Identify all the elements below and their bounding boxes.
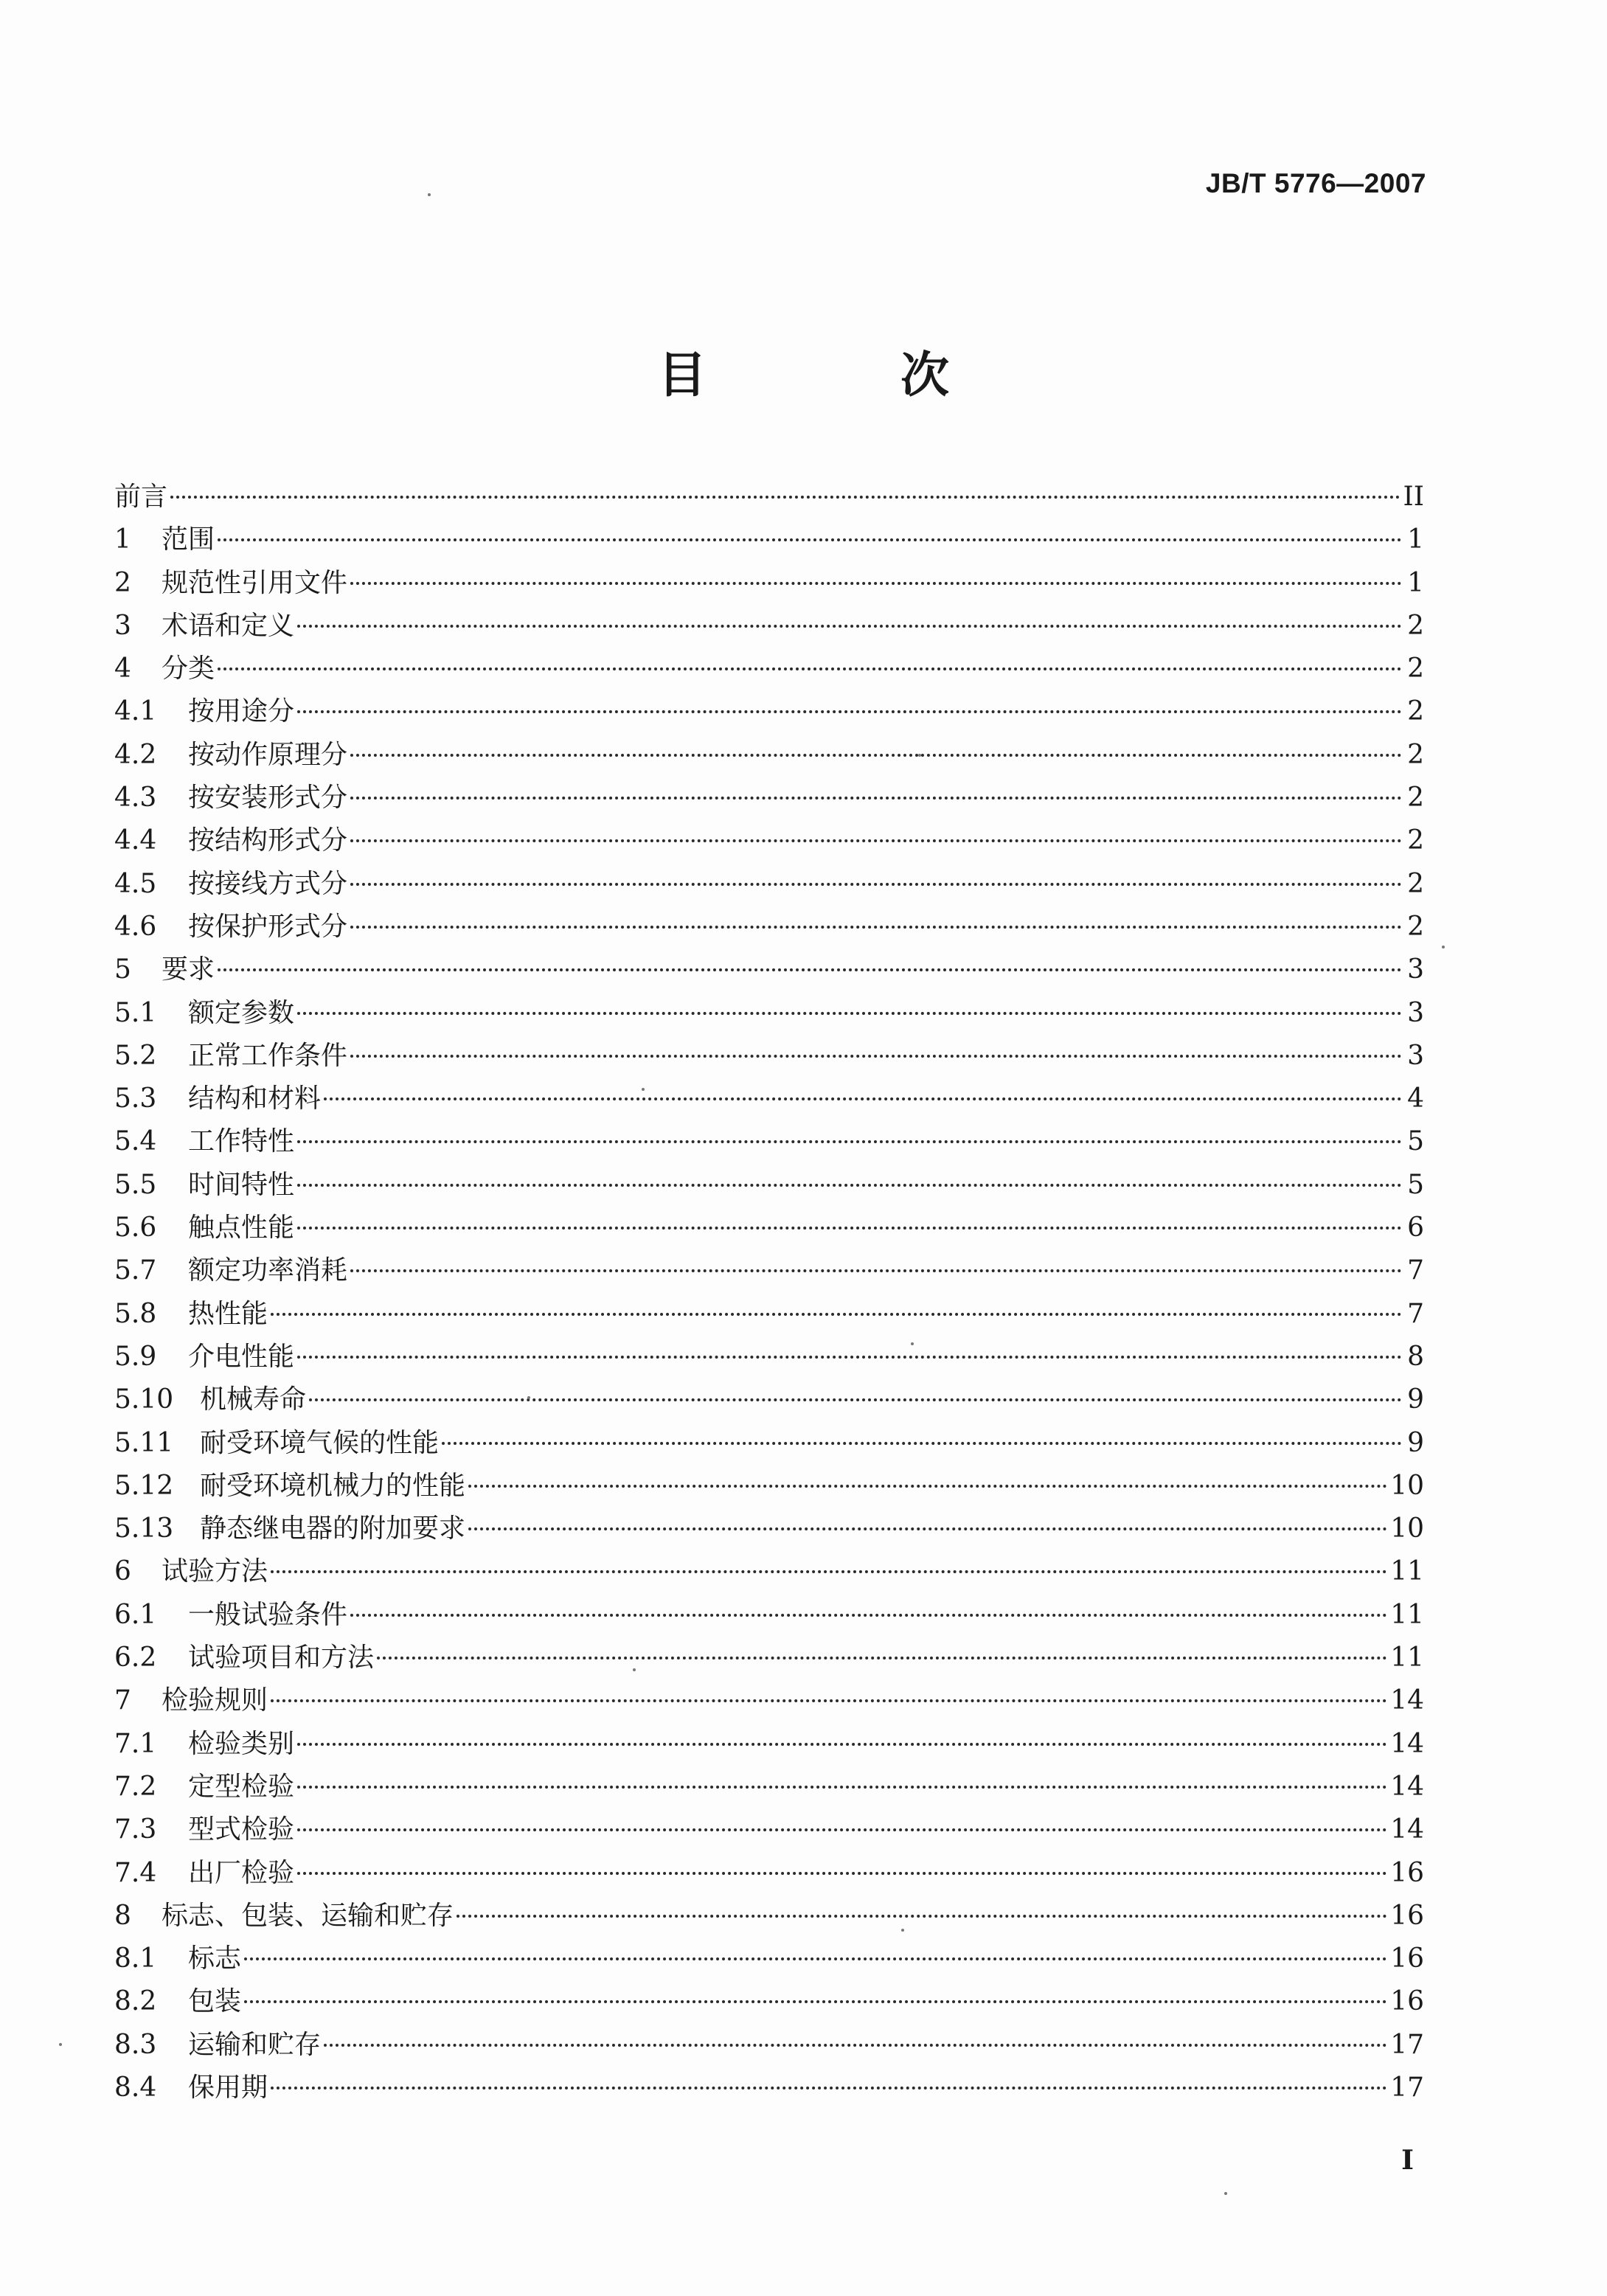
- toc-entry-label: 检验类别: [188, 1728, 295, 1759]
- toc-entry-number: 7.2: [114, 1771, 157, 1802]
- toc-entry[interactable]: [114, 562, 1424, 605]
- toc-entry-label: 静态继电器的附加要求: [200, 1513, 466, 1544]
- toc-entry-label: 按结构形式分: [188, 825, 348, 856]
- toc-leader-dots: [170, 496, 1401, 499]
- toc-entry-label: 规范性引用文件: [162, 567, 348, 598]
- toc-entry[interactable]: [114, 1422, 1424, 1465]
- toc-leader-dots: [244, 1957, 1387, 1960]
- toc-entry-label: 一般试验条件: [188, 1599, 348, 1630]
- toc-leader-dots: [297, 1356, 1402, 1359]
- toc-entry-page: 11: [1390, 1556, 1424, 1587]
- toc-entry-page: 5: [1407, 1169, 1424, 1200]
- toc-entry-label: 型式检验: [188, 1814, 295, 1845]
- toc-entry-label: 额定功率消耗: [188, 1255, 348, 1286]
- toc-entry-page: 14: [1390, 1771, 1424, 1802]
- scan-speck: [918, 754, 921, 757]
- toc-entry-number: 4.3: [114, 783, 157, 814]
- toc-entry-label: 正常工作条件: [188, 1040, 348, 1071]
- toc-entry-number: 5.1: [114, 997, 157, 1028]
- scan-speck: [59, 2043, 62, 2046]
- toc-entry[interactable]: [114, 906, 1424, 948]
- toc-entry-page: 8: [1407, 1341, 1424, 1372]
- toc-entry-label: 介电性能: [188, 1341, 295, 1372]
- toc-leader-dots: [350, 1614, 1387, 1617]
- toc-entry-page: 2: [1407, 696, 1424, 727]
- toc-entry-number: 4.1: [114, 696, 157, 727]
- toc-entry[interactable]: [114, 1895, 1424, 1938]
- toc-entry-label: 额定参数: [188, 997, 295, 1028]
- toc-leader-dots: [271, 1699, 1387, 1702]
- toc-leader-dots: [271, 1313, 1402, 1316]
- toc-entry[interactable]: [114, 690, 1424, 733]
- toc-entry-page: 3: [1407, 1040, 1424, 1071]
- toc-entry-label: 范围: [162, 524, 215, 555]
- toc-leader-dots: [297, 1828, 1387, 1831]
- toc-entry-number: 3: [114, 610, 131, 641]
- toc-entry-number: 6.1: [114, 1599, 157, 1630]
- scan-speck: [527, 1396, 530, 1399]
- toc-entry-number: 5.10: [114, 1384, 174, 1415]
- toc-entry[interactable]: [114, 1035, 1424, 1078]
- toc-entry-number: 5: [114, 954, 131, 985]
- toc-entry-number: 7: [114, 1685, 131, 1716]
- toc-entry-page: 9: [1407, 1427, 1424, 1458]
- toc-entry-page: 2: [1407, 783, 1424, 814]
- toc-entry-number: 8: [114, 1900, 131, 1931]
- toc-entry[interactable]: [114, 1938, 1424, 1980]
- standard-code: JB/T 5776—2007: [1205, 168, 1426, 198]
- toc-entry-page: 11: [1390, 1599, 1424, 1630]
- toc-entry-page: 3: [1407, 997, 1424, 1028]
- toc-entry-label: 按动作原理分: [188, 739, 348, 770]
- toc-entry[interactable]: [114, 1465, 1424, 1508]
- toc-entry[interactable]: [114, 1852, 1424, 1895]
- toc-entry-page: 5: [1407, 1126, 1424, 1157]
- toc-entry-label: 运输和贮存: [188, 2029, 322, 2060]
- toc-entry-page: 9: [1407, 1384, 1424, 1415]
- toc-leader-dots: [350, 797, 1402, 800]
- toc-leader-dots: [297, 625, 1402, 628]
- toc-entry-page: 17: [1390, 2029, 1424, 2060]
- toc-entry-label: 耐受环境机械力的性能: [200, 1470, 466, 1501]
- toc-leader-dots: [218, 667, 1402, 670]
- toc-entry-number: 5.9: [114, 1341, 157, 1372]
- toc-entry-page: 14: [1390, 1685, 1424, 1716]
- toc-leader-dots: [271, 1570, 1387, 1573]
- toc-entry-label: 机械寿命: [200, 1384, 307, 1415]
- toc-leader-dots: [297, 1184, 1402, 1187]
- toc-leader-dots: [468, 1527, 1387, 1530]
- scan-speck: [901, 1929, 904, 1932]
- page-title: 目 次: [658, 346, 1038, 403]
- toc-entry-page: 2: [1407, 825, 1424, 856]
- toc-entry-page: 2: [1407, 739, 1424, 770]
- toc-entry-page: 16: [1390, 1900, 1424, 1931]
- table-of-contents: [114, 476, 1424, 2109]
- toc-entry-page: 2: [1407, 911, 1424, 942]
- toc-entry[interactable]: [114, 734, 1424, 777]
- toc-entry-page: 14: [1390, 1814, 1424, 1845]
- toc-leader-dots: [297, 1140, 1402, 1143]
- toc-entry-page: 7: [1407, 1298, 1424, 1329]
- toc-entry-page: 2: [1407, 868, 1424, 899]
- toc-entry[interactable]: [114, 1164, 1424, 1207]
- toc-entry-label: 触点性能: [188, 1213, 295, 1244]
- toc-entry-label: 标志: [188, 1943, 242, 1974]
- toc-entry-number: 5.11: [114, 1427, 174, 1458]
- toc-entry-page: 14: [1390, 1728, 1424, 1759]
- toc-entry-page: 2: [1407, 610, 1424, 641]
- toc-entry-number: 4.2: [114, 739, 157, 770]
- toc-entry-page: 6: [1407, 1213, 1424, 1244]
- toc-entry-page: 16: [1390, 1986, 1424, 2017]
- toc-entry-page: 11: [1390, 1643, 1424, 1674]
- toc-entry[interactable]: [114, 2067, 1424, 2109]
- toc-entry-label: 要求: [162, 954, 215, 985]
- toc-entry[interactable]: [114, 648, 1424, 690]
- toc-entry-number: 5.13: [114, 1513, 174, 1544]
- toc-entry[interactable]: [114, 1293, 1424, 1336]
- toc-leader-dots: [297, 1743, 1387, 1746]
- toc-entry-page: 17: [1390, 2072, 1424, 2103]
- toc-entry-number: 4: [114, 653, 131, 684]
- toc-entry-number: 5.3: [114, 1083, 157, 1114]
- toc-leader-dots: [244, 2000, 1387, 2003]
- scan-speck: [428, 193, 431, 196]
- toc-entry[interactable]: [114, 1550, 1424, 1593]
- toc-entry-page: 7: [1407, 1255, 1424, 1286]
- toc-leader-dots: [218, 968, 1402, 971]
- toc-entry-label: 按安装形式分: [188, 783, 348, 814]
- toc-entry-number: 4.5: [114, 868, 157, 899]
- toc-leader-dots: [468, 1485, 1387, 1488]
- toc-entry-label: 热性能: [188, 1298, 268, 1329]
- toc-entry-label: 包装: [188, 1986, 242, 2017]
- toc-entry-label: 标志、包装、运输和贮存: [162, 1900, 454, 1931]
- toc-entry-number: 5.12: [114, 1470, 174, 1501]
- toc-leader-dots: [218, 538, 1402, 541]
- toc-entry[interactable]: [114, 518, 1424, 561]
- toc-entry-label: 保用期: [188, 2072, 268, 2103]
- toc-entry-number: 8.1: [114, 1943, 157, 1974]
- toc-entry-label: 耐受环境气候的性能: [200, 1427, 440, 1458]
- toc-entry-label: 定型检验: [188, 1771, 295, 1802]
- toc-entry-label: 按接线方式分: [188, 868, 348, 899]
- toc-leader-dots: [350, 582, 1402, 585]
- toc-entry[interactable]: [114, 1336, 1424, 1378]
- toc-entry-label: 工作特性: [188, 1126, 295, 1157]
- page-number: I: [1401, 2145, 1414, 2176]
- toc-entry-page: 1: [1407, 567, 1424, 598]
- toc-entry-number: 2: [114, 567, 131, 598]
- toc-entry[interactable]: [114, 476, 1424, 518]
- toc-entry-label: 前言: [114, 482, 168, 512]
- toc-entry[interactable]: [114, 1679, 1424, 1722]
- toc-leader-dots: [350, 926, 1402, 929]
- toc-entry[interactable]: [114, 1120, 1424, 1163]
- toc-entry-number: 8.4: [114, 2072, 157, 2103]
- toc-entry-label: 分类: [162, 653, 215, 684]
- toc-entry-number: 4.6: [114, 911, 157, 942]
- toc-entry-page: 10: [1390, 1470, 1424, 1501]
- toc-entry-number: 6: [114, 1556, 131, 1587]
- toc-entry[interactable]: [114, 1249, 1424, 1292]
- scan-speck: [911, 1342, 914, 1345]
- toc-entry-number: 5.6: [114, 1213, 157, 1244]
- toc-leader-dots: [350, 1269, 1402, 1272]
- toc-leader-dots: [457, 1915, 1387, 1918]
- toc-leader-dots: [297, 1786, 1387, 1789]
- toc-leader-dots: [377, 1657, 1387, 1659]
- toc-entry[interactable]: [114, 2024, 1424, 2067]
- toc-entry-page: II: [1403, 482, 1424, 512]
- toc-entry-label: 试验项目和方法: [188, 1643, 375, 1674]
- toc-entry-number: 8.2: [114, 1986, 157, 2017]
- toc-entry[interactable]: [114, 1078, 1424, 1120]
- toc-entry-page: 16: [1390, 1943, 1424, 1974]
- toc-entry[interactable]: [114, 948, 1424, 991]
- toc-entry-label: 检验规则: [162, 1685, 268, 1716]
- toc-entry-number: 5.4: [114, 1126, 157, 1157]
- toc-entry-number: 1: [114, 524, 131, 555]
- toc-entry-number: 7.4: [114, 1857, 157, 1888]
- toc-leader-dots: [324, 1097, 1402, 1100]
- scan-speck: [633, 1668, 636, 1671]
- toc-entry-number: 5.8: [114, 1298, 157, 1329]
- toc-entry[interactable]: [114, 1207, 1424, 1249]
- toc-entry-label: 按用途分: [188, 696, 295, 727]
- toc-entry-number: 8.3: [114, 2029, 157, 2060]
- toc-leader-dots: [297, 710, 1402, 713]
- toc-entry[interactable]: [114, 1723, 1424, 1766]
- toc-entry[interactable]: [114, 1508, 1424, 1550]
- toc-entry[interactable]: [114, 863, 1424, 906]
- toc-leader-dots: [350, 883, 1402, 886]
- toc-entry-page: 1: [1407, 524, 1424, 555]
- toc-entry-number: 7.3: [114, 1814, 157, 1845]
- scan-speck: [1442, 946, 1445, 948]
- toc-entry-number: 7.1: [114, 1728, 157, 1759]
- toc-leader-dots: [297, 1872, 1387, 1875]
- toc-entry[interactable]: [114, 1378, 1424, 1421]
- toc-entry[interactable]: [114, 605, 1424, 648]
- toc-leader-dots: [350, 839, 1402, 842]
- toc-leader-dots: [297, 1012, 1402, 1015]
- toc-entry-page: 3: [1407, 954, 1424, 985]
- toc-entry-number: 5.5: [114, 1169, 157, 1200]
- toc-entry-page: 10: [1390, 1513, 1424, 1544]
- toc-entry-label: 试验方法: [162, 1556, 268, 1587]
- toc-entry-label: 时间特性: [188, 1169, 295, 1200]
- toc-leader-dots: [309, 1398, 1402, 1401]
- toc-entry-label: 出厂检验: [188, 1857, 295, 1888]
- toc-entry-label: 术语和定义: [162, 610, 295, 641]
- toc-leader-dots: [442, 1442, 1402, 1445]
- scan-speck: [1224, 2192, 1227, 2195]
- toc-leader-dots: [324, 2044, 1387, 2047]
- toc-entry-page: 16: [1390, 1857, 1424, 1888]
- toc-entry[interactable]: [114, 819, 1424, 862]
- toc-entry-number: 6.2: [114, 1643, 157, 1674]
- toc-entry[interactable]: [114, 777, 1424, 819]
- toc-entry[interactable]: [114, 992, 1424, 1035]
- toc-leader-dots: [350, 1055, 1402, 1058]
- toc-entry-page: 2: [1407, 653, 1424, 684]
- scan-speck: [642, 1088, 645, 1091]
- toc-entry-number: 5.7: [114, 1255, 157, 1286]
- toc-entry[interactable]: [114, 1766, 1424, 1808]
- toc-entry[interactable]: [114, 1980, 1424, 2023]
- toc-entry[interactable]: [114, 1594, 1424, 1637]
- toc-entry-label: 结构和材料: [188, 1083, 322, 1114]
- toc-leader-dots: [350, 754, 1402, 757]
- toc-entry-page: 4: [1407, 1083, 1424, 1114]
- toc-entry-label: 按保护形式分: [188, 911, 348, 942]
- toc-entry[interactable]: [114, 1637, 1424, 1679]
- toc-leader-dots: [297, 1227, 1402, 1229]
- toc-entry-number: 5.2: [114, 1040, 157, 1071]
- toc-entry-number: 4.4: [114, 825, 157, 856]
- toc-leader-dots: [271, 2087, 1387, 2089]
- toc-entry[interactable]: [114, 1808, 1424, 1851]
